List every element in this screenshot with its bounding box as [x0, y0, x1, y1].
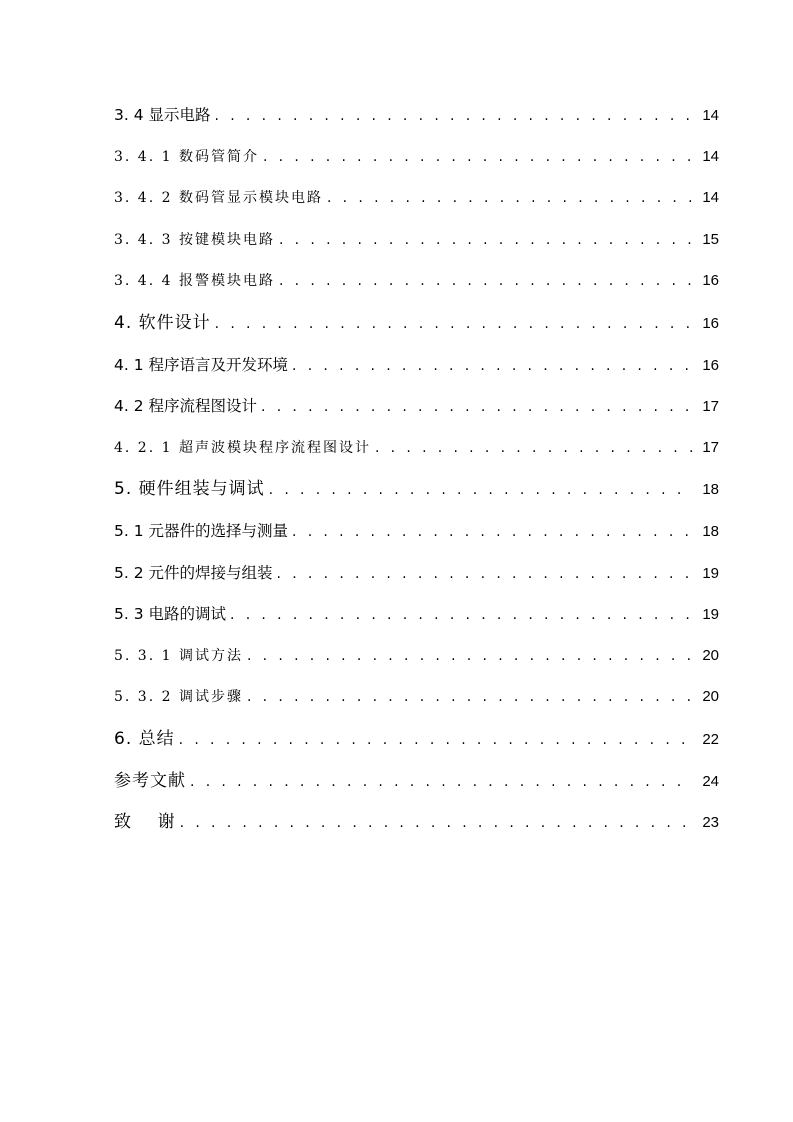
dot-leader: [292, 519, 693, 545]
toc-entry-page: 16: [702, 272, 719, 290]
toc-entry-page: 14: [702, 107, 719, 124]
toc-entry-title: 4. 1 程序语言及开发环境: [114, 355, 289, 374]
dot-leader: [292, 353, 693, 379]
toc-entry-3-4-3[interactable]: [114, 227, 719, 269]
toc-entry-page: 17: [702, 438, 719, 456]
toc-entry-page: 22: [702, 730, 719, 748]
toc-entry-title: 3. 4. 4 报警模块电路: [114, 273, 275, 290]
dot-leader: [279, 227, 693, 253]
toc-entry-title: 6. 总结: [114, 728, 175, 749]
toc-entry-title: 3. 4. 3 按键模块电路: [114, 231, 275, 248]
toc-entry-5-3[interactable]: [114, 601, 719, 643]
toc-entry-title: 5. 2 元件的焊接与组装: [114, 563, 273, 582]
toc-entry-page: 18: [702, 481, 719, 499]
toc-entry-title: 参考文献: [114, 770, 186, 791]
dot-leader: [180, 810, 693, 836]
toc-entry-3-4-2[interactable]: [114, 185, 719, 227]
dot-leader: [263, 144, 693, 170]
toc-entry-title: 5. 硬件组装与调试: [114, 479, 265, 500]
toc-entry-page: 23: [702, 814, 719, 832]
toc-entry-3-4-4[interactable]: [114, 268, 719, 310]
toc-entry-page: 16: [702, 356, 719, 374]
toc-entry-page: 15: [702, 230, 719, 248]
toc-entry-title: 3. 4. 1 数码管简介: [114, 148, 259, 165]
toc-entry-3-4-1[interactable]: [114, 144, 719, 186]
toc-entry-3-4[interactable]: [114, 102, 719, 144]
toc-entry-page: 18: [702, 522, 719, 540]
dot-leader: [179, 727, 693, 753]
toc-entry-title: 3. 4 显示电路: [114, 106, 211, 124]
toc-entry-title: 4. 软件设计: [114, 312, 211, 333]
toc-entry-title: 致 谢: [114, 812, 176, 833]
dot-leader: [375, 435, 693, 461]
dot-leader: [247, 643, 693, 669]
dot-leader: [230, 602, 693, 628]
toc-entry-5-3-2[interactable]: [114, 684, 719, 726]
toc-entry-4-2-1[interactable]: [114, 435, 719, 477]
toc-entry-page: 16: [702, 314, 719, 332]
toc-entry-5[interactable]: [114, 476, 719, 518]
dot-leader: [247, 684, 693, 710]
toc-entry-references[interactable]: [114, 768, 719, 810]
toc-entry-title: 5. 3. 1 调试方法: [114, 647, 243, 664]
toc-entry-page: 24: [702, 772, 719, 790]
toc-entry-title: 4. 2 程序流程图设计: [114, 397, 258, 416]
toc-entry-5-2[interactable]: [114, 560, 719, 602]
dot-leader: [279, 268, 693, 294]
toc-entry-6[interactable]: [114, 726, 719, 768]
dot-leader: [215, 103, 693, 129]
dot-leader: [277, 561, 693, 587]
toc-entry-title: 5. 3 电路的调试: [114, 605, 227, 624]
toc-entry-page: 14: [702, 189, 719, 207]
toc-entry-page: 20: [702, 646, 719, 664]
dot-leader: [261, 394, 693, 420]
toc-entry-page: 17: [702, 398, 719, 416]
dot-leader: [327, 185, 693, 211]
toc-entry-4-1[interactable]: [114, 352, 719, 394]
toc-entry-acknowledgements[interactable]: [114, 809, 719, 851]
toc-entry-page: 19: [702, 606, 719, 624]
toc-entry-title: 3. 4. 2 数码管显示模块电路: [114, 190, 323, 207]
toc-entry-title: 5. 3. 2 调试步骤: [114, 689, 243, 706]
dot-leader: [215, 311, 693, 337]
toc-entry-page: 14: [702, 147, 719, 165]
dot-leader: [269, 477, 693, 503]
table-of-contents: [114, 102, 719, 851]
toc-entry-title: 5. 1 元器件的选择与测量: [114, 521, 289, 540]
toc-entry-title: 4. 2. 1 超声波模块程序流程图设计: [114, 439, 371, 456]
toc-entry-page: 19: [702, 564, 719, 582]
toc-entry-4-2[interactable]: [114, 393, 719, 435]
toc-entry-4[interactable]: [114, 310, 719, 352]
toc-entry-5-3-1[interactable]: [114, 643, 719, 685]
dot-leader: [190, 769, 693, 795]
toc-entry-page: 20: [702, 688, 719, 706]
toc-entry-5-1[interactable]: [114, 518, 719, 560]
